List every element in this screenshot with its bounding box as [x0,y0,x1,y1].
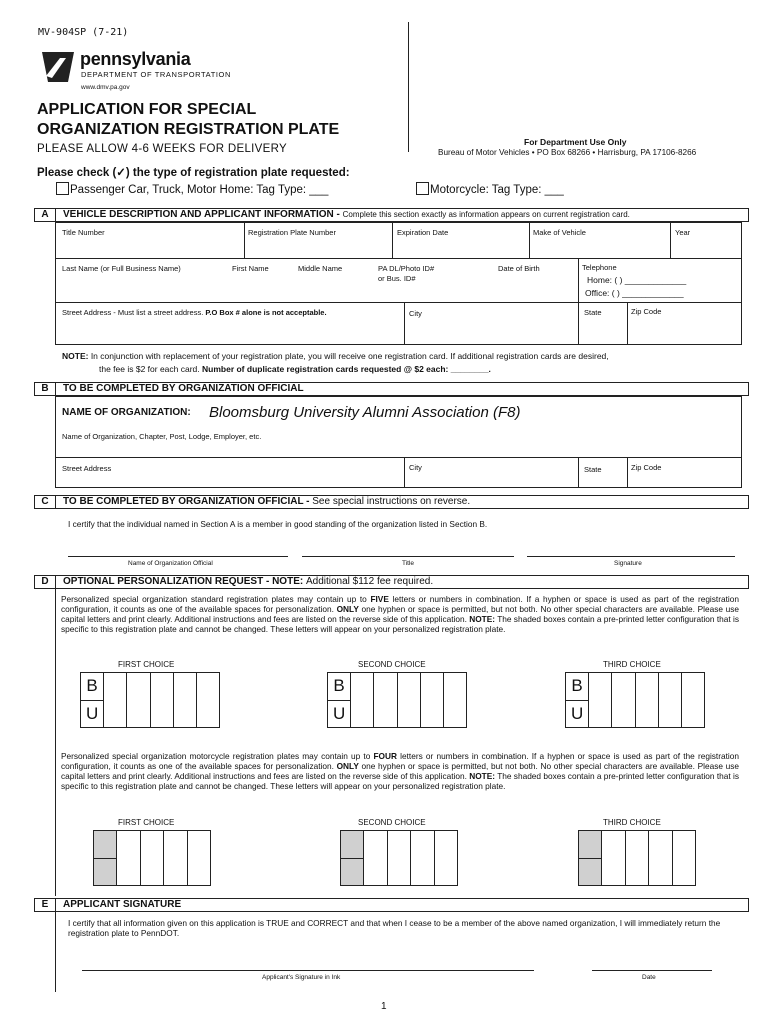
section-d-header [34,575,749,589]
official-signature-line[interactable] [527,556,735,557]
office-phone-field[interactable]: Office: ( ) _____________ [585,288,684,298]
plate-char-box[interactable] [682,673,704,727]
section-b-header [34,382,749,396]
official-signature-label: Signature [614,560,642,567]
plate-char-box[interactable] [151,673,174,727]
section-d-letter: D [35,576,56,588]
form-code: MV-904SP (7-21) [38,27,129,38]
plate-char-box[interactable] [626,831,649,885]
last-name-field[interactable]: Last Name (or Full Business Name) [62,264,181,273]
passenger-checkbox[interactable] [56,182,69,195]
form-title-line1: APPLICATION FOR SPECIAL [37,101,257,118]
applicant-date-line[interactable] [592,970,712,971]
org-city-field[interactable]: City [409,463,422,472]
plate-char-box[interactable] [411,831,434,885]
plate-char-box[interactable] [351,673,374,727]
year-field[interactable]: Year [675,228,691,237]
plate-char-box[interactable] [673,831,695,885]
section-c-header [34,495,749,509]
make-field[interactable]: Make of Vehicle [533,228,586,237]
section-e-letter: E [35,899,56,911]
duplicate-cards-field[interactable]: Number of duplicate registration cards requested @ $2 each: ________. [202,364,491,374]
street-address-field[interactable] [62,308,327,317]
preprinted-letters: B U [81,673,104,727]
plate-char-box[interactable] [444,673,466,727]
department-name: DEPARTMENT OF TRANSPORTATION [81,70,232,79]
plate-number-field[interactable]: Registration Plate Number [248,228,336,237]
third-choice-label: THIRD CHOICE [603,660,661,669]
section-a-letter: A [35,209,56,221]
section-d-title: OPTIONAL PERSONALIZATION REQUEST - NOTE: [63,576,306,587]
delivery-notice: PLEASE ALLOW 4-6 WEEKS FOR DELIVERY [37,143,287,155]
section-c-certify: I certify that the individual named in Section A is a member in good standing of the organization listed in Section B. [68,519,488,529]
section-b-title: TO BE COMPLETED BY ORGANIZATION OFFICIAL [63,383,304,394]
preprinted-shaded-boxes [579,831,602,885]
home-phone-field[interactable]: Home: ( ) _____________ [587,275,687,285]
motorcycle-label: Motorcycle: Tag Type: ___ [430,184,564,196]
pa-dl-field[interactable]: PA DL/Photo ID# [378,264,435,273]
org-state-field[interactable]: State [584,465,602,474]
plate-char-box[interactable] [602,831,625,885]
plate-char-box[interactable] [117,831,140,885]
bus-id-label: or Bus. ID# [378,274,416,283]
plate-char-box[interactable] [421,673,444,727]
section-d-note: Additional $112 fee required. [305,576,434,587]
street-address-label: Street Address - Must list a street address. [62,308,206,317]
title-number-field[interactable]: Title Number [62,228,105,237]
po-box-warning: P.O Box # alone is not acceptable. [205,308,327,317]
plate-char-box[interactable] [104,673,127,727]
moto-third-choice-label: THIRD CHOICE [603,818,661,827]
org-name-sublabel: Name of Organization, Chapter, Post, Lodge, Employer, etc. [62,432,262,441]
plate-char-box[interactable] [636,673,659,727]
section-a-title: VEHICLE DESCRIPTION AND APPLICANT INFORMATION - [63,209,343,220]
section-a-note: Complete this section exactly as information appears on current registration card. [342,210,630,219]
section-d-left-rule [55,589,56,896]
zip-field[interactable]: Zip Code [631,307,662,316]
section-e-left-rule [55,912,56,992]
section-c-title: TO BE COMPLETED BY ORGANIZATION OFFICIAL - [63,496,313,507]
moto-third-choice-plate [578,830,696,886]
preprinted-shaded-boxes [94,831,117,885]
official-name-label: Name of Organization Official [128,560,213,567]
dob-field[interactable]: Date of Birth [498,264,540,273]
section-a-header [34,208,749,222]
second-choice-label: SECOND CHOICE [358,660,426,669]
standard-plate-instructions: Personalized special organization standard registration plates may contain up to FIVE letters or numbers in combination. If a hyphen or space is used as part of the registration configuration, it counts as one of the available spaces for personalization. ONLY one hyphen or space is permitted, but not both. No other special characters are available. Please use capital letters and print clearly. Additional instructions and fees are listed on the reverse side of this application. NOTE: The shaded boxes contain a pre-printed letter configuration that is specific to this registration plate and cannot be changed. These letters will appear on your personalized registration plate. [61,594,739,634]
state-field[interactable]: State [584,308,602,317]
moto-first-choice-plate [93,830,211,886]
plate-char-box[interactable] [398,673,421,727]
plate-char-box[interactable] [374,673,397,727]
org-name-value[interactable]: Bloomsburg University Alumni Association (F8) [209,404,521,421]
plate-char-box[interactable] [141,831,164,885]
plate-char-box[interactable] [659,673,682,727]
first-choice-plate [80,672,220,728]
telephone-label: Telephone [582,263,617,272]
header-divider [408,22,409,152]
applicant-date-label: Date [642,974,656,981]
applicant-certify: I certify that all information given on this application is TRUE and CORRECT and that when I cease to be a member of the above named organization, I will immediately return the registration plate to PennDOT. [68,918,721,938]
note-text: In conjunction with replacement of your registration plate, you will receive one registration card. If additional registration cards are desired, [88,351,609,361]
note-line2 [99,364,491,374]
applicant-signature-line[interactable] [82,970,534,971]
dept-address: Bureau of Motor Vehicles • PO Box 68266 • Harrisburg, PA 17106-8266 [438,148,697,157]
plate-char-box[interactable] [197,673,219,727]
form-title-line2: ORGANIZATION REGISTRATION PLATE [37,121,340,138]
moto-first-choice-label: FIRST CHOICE [118,818,175,827]
official-name-line[interactable] [68,556,288,557]
official-title-label: Title [402,560,415,567]
brand-name: pennsylvania [80,49,191,69]
preprinted-letters: B U [566,673,589,727]
plate-char-box[interactable] [388,831,411,885]
note-fee: the fee is $2 for each card. [99,364,203,374]
org-name-label: NAME OF ORGANIZATION: [62,407,191,418]
dept-use-label: For Department Use Only [524,137,627,147]
city-field[interactable]: City [409,309,422,318]
section-c-letter: C [35,496,56,508]
moto-second-choice-label: SECOND CHOICE [358,818,426,827]
org-street-field[interactable]: Street Address [62,464,112,473]
plate-char-box[interactable] [612,673,635,727]
moto-second-choice-plate [340,830,458,886]
first-choice-label: FIRST CHOICE [118,660,175,669]
third-choice-plate [565,672,705,728]
preprinted-letters: B U [328,673,351,727]
note-label: NOTE: [62,351,89,361]
section-e-title: APPLICANT SIGNATURE [63,899,182,910]
note-line1 [62,351,609,361]
official-title-line[interactable] [302,556,514,557]
passenger-label: Passenger Car, Truck, Motor Home: Tag Type: ___ [70,184,329,196]
applicant-signature-label: Applicant's Signature in Ink [262,974,341,981]
plate-type-prompt: Please check (✓) the type of registration plate requested: [37,167,350,179]
org-zip-field[interactable]: Zip Code [631,463,662,472]
plate-char-box[interactable] [435,831,457,885]
first-name-field[interactable]: First Name [232,264,269,273]
page-number: 1 [381,1001,387,1012]
second-choice-plate [327,672,467,728]
section-e-header [34,898,749,912]
middle-name-field[interactable]: Middle Name [298,264,343,273]
keystone-logo-icon [38,50,78,84]
section-b-letter: B [35,383,56,395]
expiration-field[interactable]: Expiration Date [397,228,449,237]
preprinted-shaded-boxes [341,831,364,885]
website-url: www.dmv.pa.gov [81,84,130,91]
motorcycle-checkbox[interactable] [416,182,429,195]
motorcycle-plate-instructions: Personalized special organization motorcycle registration plates may contain up to FOUR letters or numbers in combination. If a hyphen or space is used as part of the registration configuration, it counts as one of the available spaces for personalization. ONLY one hyphen or space is permitted, but not both. No other special characters are available. Please use capital letters and print clearly. Additional instructions and fees are listed on the reverse side of this application. NOTE: The shaded boxes contain a pre-printed letter configuration that is specific to this registration plate and cannot be changed. These letters will appear on your personalized registration plate. [61,751,739,791]
plate-char-box[interactable] [649,831,672,885]
plate-char-box[interactable] [174,673,197,727]
plate-char-box[interactable] [164,831,187,885]
plate-char-box[interactable] [188,831,210,885]
plate-char-box[interactable] [589,673,612,727]
plate-char-box[interactable] [364,831,387,885]
section-c-note: See special instructions on reverse. [312,496,471,507]
plate-char-box[interactable] [127,673,150,727]
